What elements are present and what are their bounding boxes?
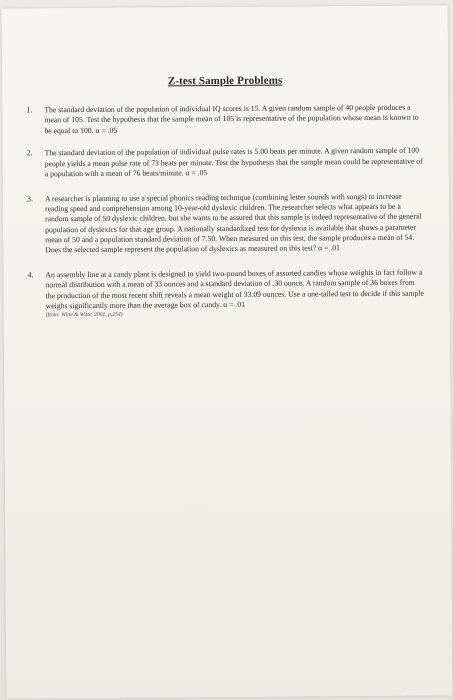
paper-sheet [2,5,453,698]
source-citation: (from: Witte & Witte, 2001, p.254) [45,311,123,319]
problem-item-3 [27,191,425,256]
problem-number: 1. [26,105,33,115]
problem-text: A researcher is planning to use a special phonics reading technique (combining letter sounds with songs) to increase reading speed and comprehension among 10-year-old dyslexic children. The researcher selects what appears to be a random sample of 50 dyslexic children, but she wants to be assured that this sample is indeed representative of the general population of dyslexics for that age group. A nationally standardized test for dyslexia is available that shows a parameter mean of 50 and a population standard deviation of 7.50. When measured on this test, the sample produces a mean of 54. Does the selected sample represent the population of dyslexics as measured on this test? α = .01 [44,191,422,255]
problem-item-2 [27,146,425,180]
problem-number: 3. [26,194,33,204]
problem-text: The standard deviation of the population of individual IQ scores is 15. A given random sample of 40 people produces a mean of 105. Test the hypothesis that the sample mean of 105 is representative of the population whose mean is known to be equal to 100. α = .05 [44,102,419,135]
problem-item-4 [27,268,425,320]
problem-number: 2. [26,148,33,158]
document-body [26,74,426,333]
problem-text: An assembly line at a candy plant is designed to yield two-pound boxes of assorted candies whose weights in fact follow a normal distribution with a mean of 33 ounces and a standard deviation of .30 ounce. A random sample of 36 boxes from the production of the most recent shift reveals a mean weight of 33.09 ounces. Use a one-tailed test to decide if this sample weighs significantly more than the average box of candy. α = .01 [45,267,424,311]
problem-item-1 [26,103,424,137]
problem-list [26,103,425,320]
document-title: Z-test Sample Problems [167,74,283,88]
problem-text: The standard deviation of the population of individual pulse rates is 5.00 beats per minute. A given random sample of 100 people yields a mean pulse rate of 73 beats per minute. Test the hypothesis that the sample mean could be representative of a population with a mean of 76 beats/minute. α = .05 [44,146,423,179]
problem-number: 4. [27,270,34,280]
